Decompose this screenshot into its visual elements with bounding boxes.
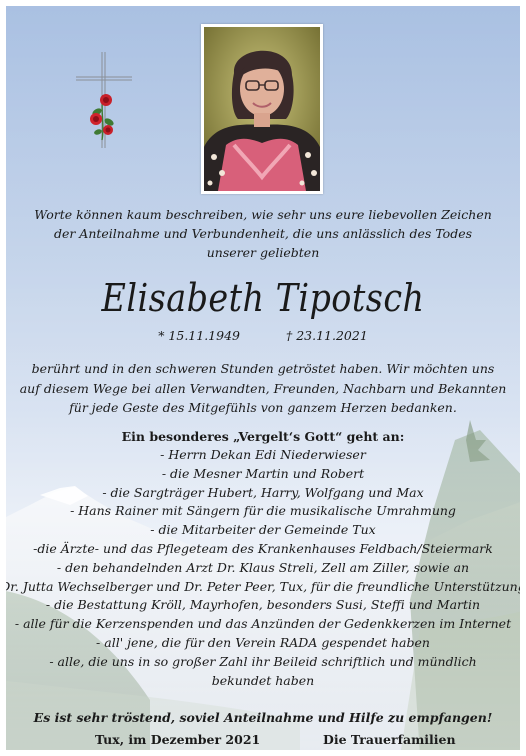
portrait-image bbox=[204, 27, 320, 191]
cross-with-roses-icon bbox=[72, 50, 136, 150]
list-item: - all' jene, die für den Verein RADA gespendet haben bbox=[96, 634, 430, 650]
intro-line: der Anteilnahme und Verbundenheit, die uns anlässlich des Todes bbox=[53, 226, 473, 241]
intro-text bbox=[0, 205, 526, 262]
death-date: † 23.11.2021 bbox=[285, 328, 368, 343]
list-item: -die Ärzte- und das Pflegeteam des Krankenhauses Feldbach/Steiermark bbox=[33, 540, 493, 556]
list-item: - den behandelnden Arzt Dr. Klaus Streli, Zell am Ziller, sowie an bbox=[56, 559, 470, 575]
vergelt-heading: Ein besonderes „Vergelt‘s Gott“ geht an: bbox=[121, 429, 405, 444]
list-item: - Herrn Dekan Edi Niederwieser bbox=[160, 447, 366, 462]
place-date: Tux, im Dezember 2021 bbox=[95, 732, 261, 747]
list-item: Dr. Jutta Wechselberger und Dr. Peter Peer, Tux, für die freundliche Unterstützung bbox=[0, 578, 526, 594]
list-item: bekundet haben bbox=[211, 672, 315, 688]
thanks-line: für jede Geste des Mitgefühls von ganzem Herzen bedanken. bbox=[69, 400, 457, 415]
life-dates bbox=[0, 328, 526, 344]
list-item: - alle für die Kerzenspenden und das Anzünden der Gedenkkerzen im Internet bbox=[14, 616, 512, 632]
thanks-line: berührt und in den schweren Stunden getröstet haben. Wir möchten uns bbox=[31, 361, 495, 376]
closing-line: Es ist sehr tröstend, soviel Anteilnahme und Hilfe zu empfangen! bbox=[33, 710, 493, 725]
thanks-text bbox=[0, 359, 526, 418]
list-item: - die Mitarbeiter der Gemeinde Tux bbox=[150, 522, 376, 538]
thanks-list bbox=[0, 446, 526, 690]
list-item: - die Bestattung Kröll, Mayrhofen, besonders Susi, Steffi und Martin bbox=[45, 597, 481, 613]
thanks-line: auf diesem Wege bei allen Verwandten, Freunden, Nachbarn und Bekannten bbox=[19, 380, 507, 396]
deceased-name: Elisabeth Tipotsch bbox=[101, 276, 425, 320]
portrait-photo bbox=[201, 24, 323, 194]
list-item: - die Sargträger Hubert, Harry, Wolfgang und Max bbox=[102, 484, 424, 500]
intro-line: Worte können kaum beschreiben, wie sehr uns eure liebevollen Zeichen bbox=[34, 207, 492, 222]
signature: Die Trauerfamilien bbox=[323, 732, 456, 747]
intro-line: unserer geliebten bbox=[206, 245, 320, 260]
list-item: - Hans Rainer mit Sängern für die musikalische Umrahmung bbox=[70, 503, 456, 519]
list-item: - alle, die uns in so großer Zahl ihr Beileid schriftlich und mündlich bbox=[49, 653, 477, 669]
list-item: - die Mesner Martin und Robert bbox=[161, 465, 365, 481]
birth-date: * 15.11.1949 bbox=[158, 328, 240, 343]
